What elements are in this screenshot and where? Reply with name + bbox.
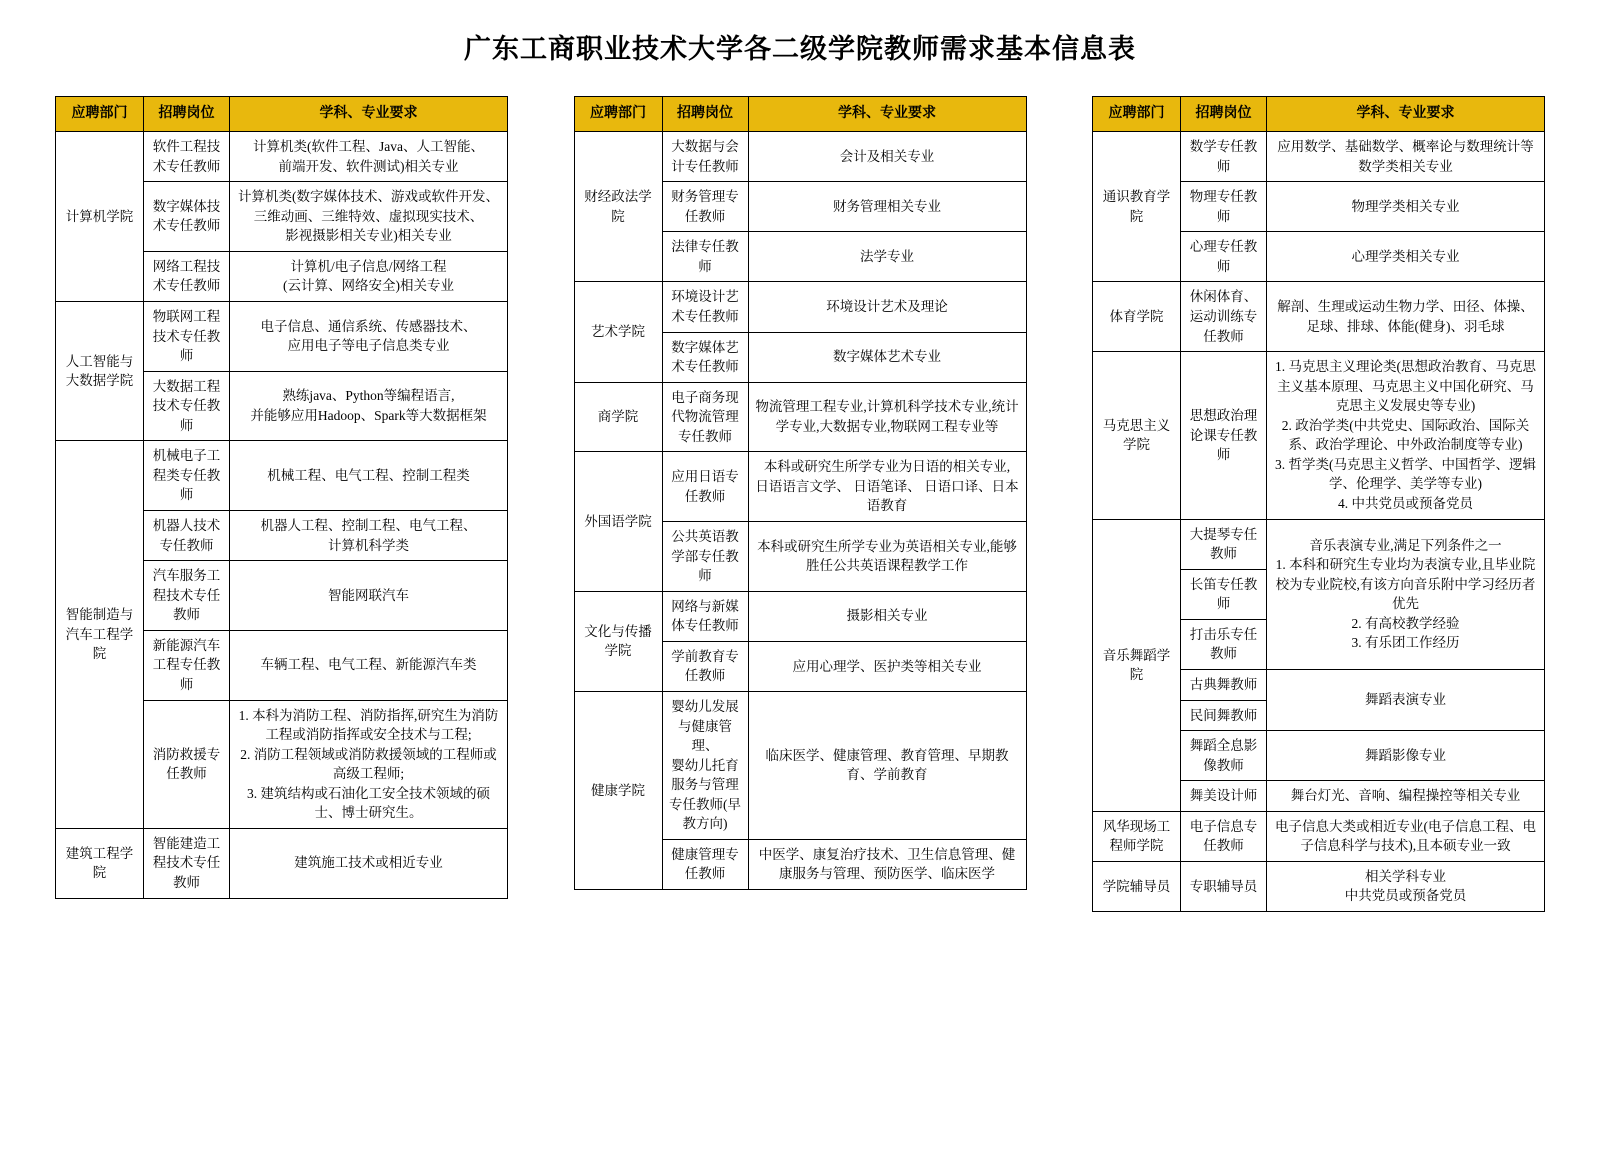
cell-position: 机器人技术专任教师 (144, 511, 230, 561)
cell-department: 文化与传播学院 (574, 591, 662, 691)
cell-department: 智能制造与汽车工程学院 (56, 441, 144, 829)
cell-position: 软件工程技术专任教师 (144, 132, 230, 182)
page-title: 广东工商职业技术大学各二级学院教师需求基本信息表 (464, 34, 1136, 64)
cell-department: 计算机学院 (56, 132, 144, 302)
cell-position: 长笛专任教师 (1181, 569, 1267, 619)
cell-requirements: 应用心理学、医护类等相关专业 (748, 641, 1026, 691)
cell-requirements: 法学专业 (748, 232, 1026, 282)
cell-position: 财务管理专任教师 (662, 182, 748, 232)
cell-position: 电子信息专任教师 (1181, 811, 1267, 861)
cell-position: 应用日语专任教师 (662, 452, 748, 522)
cell-requirements: 计算机类(数字媒体技术、游戏或软件开发、 三维动画、三维特效、虚拟现实技术、 影视摄影相关专业)相关专业 (230, 182, 508, 252)
cell-position: 物理专任教师 (1181, 182, 1267, 232)
cell-requirements: 机器人工程、控制工程、电气工程、 计算机科学类 (230, 511, 508, 561)
cell-department: 通识教育学院 (1093, 132, 1181, 282)
cell-position: 汽车服务工程技术专任教师 (144, 561, 230, 631)
cell-position: 网络与新媒体专任教师 (662, 591, 748, 641)
cell-requirements: 音乐表演专业,满足下列条件之一 1. 本科和研究生专业均为表演专业,且毕业院校为专业院校,有该方向音乐附中学习经历者优先 2. 有高校教学经验 3. 有乐团工作经历 (1267, 519, 1545, 669)
cell-requirements: 1. 马克思主义理论类(思想政治教育、马克思主义基本原理、马克思主义中国化研究、马克思主义发展史等专业) 2. 政治学类(中共党史、国际政治、国际关系、政治学理论、中外政治制度等专业) 3. 哲学类(马克思主义哲学、中国哲学、逻辑学、伦理学、美学等专业) 4. 中共党员或预备党员 (1267, 352, 1545, 520)
cell-position: 智能建造工程技术专任教师 (144, 828, 230, 898)
cell-position: 电子商务现代物流管理专任教师 (662, 382, 748, 452)
table-row (1093, 132, 1545, 182)
cell-requirements: 本科或研究生所学专业为日语的相关专业, 日语语言文学、 日语笔译、 日语口译、日本语教育 (748, 452, 1026, 522)
cell-requirements: 舞蹈表演专业 (1267, 669, 1545, 730)
header-requirements: 学科、专业要求 (1267, 97, 1545, 132)
header-requirements: 学科、专业要求 (230, 97, 508, 132)
header-position: 招聘岗位 (144, 97, 230, 132)
cell-requirements: 机械工程、电气工程、控制工程类 (230, 441, 508, 511)
cell-requirements: 计算机/电子信息/网络工程 (云计算、网络安全)相关专业 (230, 251, 508, 301)
cell-position: 大数据工程技术专任教师 (144, 371, 230, 441)
table-body-1 (56, 132, 508, 899)
cell-position: 婴幼儿发展与健康管理、 婴幼儿托育服务与管理专任教师(早教方向) (662, 691, 748, 839)
cell-requirements: 舞台灯光、音响、编程操控等相关专业 (1267, 781, 1545, 812)
cell-department: 财经政法学院 (574, 132, 662, 282)
cell-department: 马克思主义学院 (1093, 352, 1181, 520)
cell-requirements: 心理学类相关专业 (1267, 232, 1545, 282)
header-position: 招聘岗位 (662, 97, 748, 132)
table-row (1093, 519, 1545, 569)
cell-department: 外国语学院 (574, 452, 662, 591)
cell-position: 数字媒体艺术专任教师 (662, 332, 748, 382)
cell-requirements: 会计及相关专业 (748, 132, 1026, 182)
table-row (574, 691, 1026, 839)
cell-requirements: 临床医学、健康管理、教育管理、早期教育、学前教育 (748, 691, 1026, 839)
cell-position: 心理专任教师 (1181, 232, 1267, 282)
cell-position: 专职辅导员 (1181, 861, 1267, 911)
table-row (56, 132, 508, 182)
cell-requirements: 相关学科专业 中共党员或预备党员 (1267, 861, 1545, 911)
header-position: 招聘岗位 (1181, 97, 1267, 132)
table-row (574, 132, 1026, 182)
cell-requirements: 摄影相关专业 (748, 591, 1026, 641)
header-department: 应聘部门 (56, 97, 144, 132)
cell-position: 舞蹈全息影像教师 (1181, 731, 1267, 781)
table-row (1093, 352, 1545, 520)
cell-requirements: 解剖、生理或运动生物力学、田径、体操、足球、排球、体能(健身)、羽毛球 (1267, 282, 1545, 352)
cell-requirements: 中医学、康复治疗技术、卫生信息管理、健康服务与管理、预防医学、临床医学 (748, 839, 1026, 889)
cell-position: 法律专任教师 (662, 232, 748, 282)
cell-requirements: 数字媒体艺术专业 (748, 332, 1026, 382)
table-row (574, 591, 1026, 641)
cell-position: 大提琴专任教师 (1181, 519, 1267, 569)
cell-position: 大数据与会计专任教师 (662, 132, 748, 182)
cell-requirements: 物理学类相关专业 (1267, 182, 1545, 232)
cell-position: 新能源汽车工程专任教师 (144, 630, 230, 700)
header-requirements: 学科、专业要求 (748, 97, 1026, 132)
cell-requirements: 电子信息、通信系统、传感器技术、 应用电子等电子信息类专业 (230, 301, 508, 371)
header-department: 应聘部门 (574, 97, 662, 132)
cell-position: 网络工程技术专任教师 (144, 251, 230, 301)
cell-requirements: 计算机类(软件工程、Java、人工智能、 前端开发、软件测试)相关专业 (230, 132, 508, 182)
table-row (56, 301, 508, 371)
cell-requirements: 物流管理工程专业,计算机科学技术专业,统计学专业,大数据专业,物联网工程专业等 (748, 382, 1026, 452)
table-row (574, 282, 1026, 332)
table-body-2 (574, 132, 1026, 890)
cell-requirements: 熟练java、Python等编程语言, 并能够应用Hadoop、Spark等大数据框架 (230, 371, 508, 441)
cell-position: 思想政治理论课专任教师 (1181, 352, 1267, 520)
cell-requirements: 财务管理相关专业 (748, 182, 1026, 232)
table-header-row (56, 97, 508, 132)
table-header-row (574, 97, 1026, 132)
cell-position: 环境设计艺术专任教师 (662, 282, 748, 332)
cell-position: 古典舞教师 (1181, 669, 1267, 700)
cell-requirements: 建筑施工技术或相近专业 (230, 828, 508, 898)
cell-requirements: 应用数学、基础数学、概率论与数理统计等数学类相关专业 (1267, 132, 1545, 182)
table-row (56, 441, 508, 511)
cell-department: 体育学院 (1093, 282, 1181, 352)
table-row (56, 828, 508, 898)
cell-position: 公共英语教学部专任教师 (662, 522, 748, 592)
cell-position: 健康管理专任教师 (662, 839, 748, 889)
cell-requirements: 1. 本科为消防工程、消防指挥,研究生为消防工程或消防指挥或安全技术与工程; 2. 消防工程领域或消防救援领域的工程师或高级工程师; 3. 建筑结构或石油化工安全技术领域的硕士、博士研究生。 (230, 700, 508, 828)
cell-requirements: 本科或研究生所学专业为英语相关专业,能够胜任公共英语课程教学工作 (748, 522, 1026, 592)
cell-department: 健康学院 (574, 691, 662, 889)
cell-position: 机械电子工程类专任教师 (144, 441, 230, 511)
tables-container (0, 66, 1600, 912)
cell-department: 学院辅导员 (1093, 861, 1181, 911)
cell-department: 风华现场工程师学院 (1093, 811, 1181, 861)
cell-requirements: 智能网联汽车 (230, 561, 508, 631)
cell-position: 学前教育专任教师 (662, 641, 748, 691)
table-body-3 (1093, 132, 1545, 912)
cell-department: 建筑工程学院 (56, 828, 144, 898)
cell-position: 休闲体育、运动训练专任教师 (1181, 282, 1267, 352)
table-row (574, 382, 1026, 452)
table-row (1093, 861, 1545, 911)
cell-department: 人工智能与大数据学院 (56, 301, 144, 440)
cell-requirements: 舞蹈影像专业 (1267, 731, 1545, 781)
table-row (1093, 811, 1545, 861)
requirements-table-2 (574, 96, 1027, 890)
table-row (574, 452, 1026, 522)
cell-requirements: 电子信息大类或相近专业(电子信息工程、电子信息科学与技术),且本硕专业一致 (1267, 811, 1545, 861)
cell-position: 数字媒体技术专任教师 (144, 182, 230, 252)
cell-department: 音乐舞蹈学院 (1093, 519, 1181, 811)
cell-position: 物联网工程技术专任教师 (144, 301, 230, 371)
requirements-table-3 (1092, 96, 1545, 912)
cell-position: 消防救援专任教师 (144, 700, 230, 828)
cell-department: 艺术学院 (574, 282, 662, 382)
requirements-table-1 (55, 96, 508, 899)
cell-position: 数学专任教师 (1181, 132, 1267, 182)
cell-requirements: 车辆工程、电气工程、新能源汽车类 (230, 630, 508, 700)
cell-requirements: 环境设计艺术及理论 (748, 282, 1026, 332)
cell-position: 舞美设计师 (1181, 781, 1267, 812)
cell-position: 打击乐专任教师 (1181, 619, 1267, 669)
table-header-row (1093, 97, 1545, 132)
header-department: 应聘部门 (1093, 97, 1181, 132)
cell-position: 民间舞教师 (1181, 700, 1267, 731)
cell-department: 商学院 (574, 382, 662, 452)
table-row (1093, 282, 1545, 352)
